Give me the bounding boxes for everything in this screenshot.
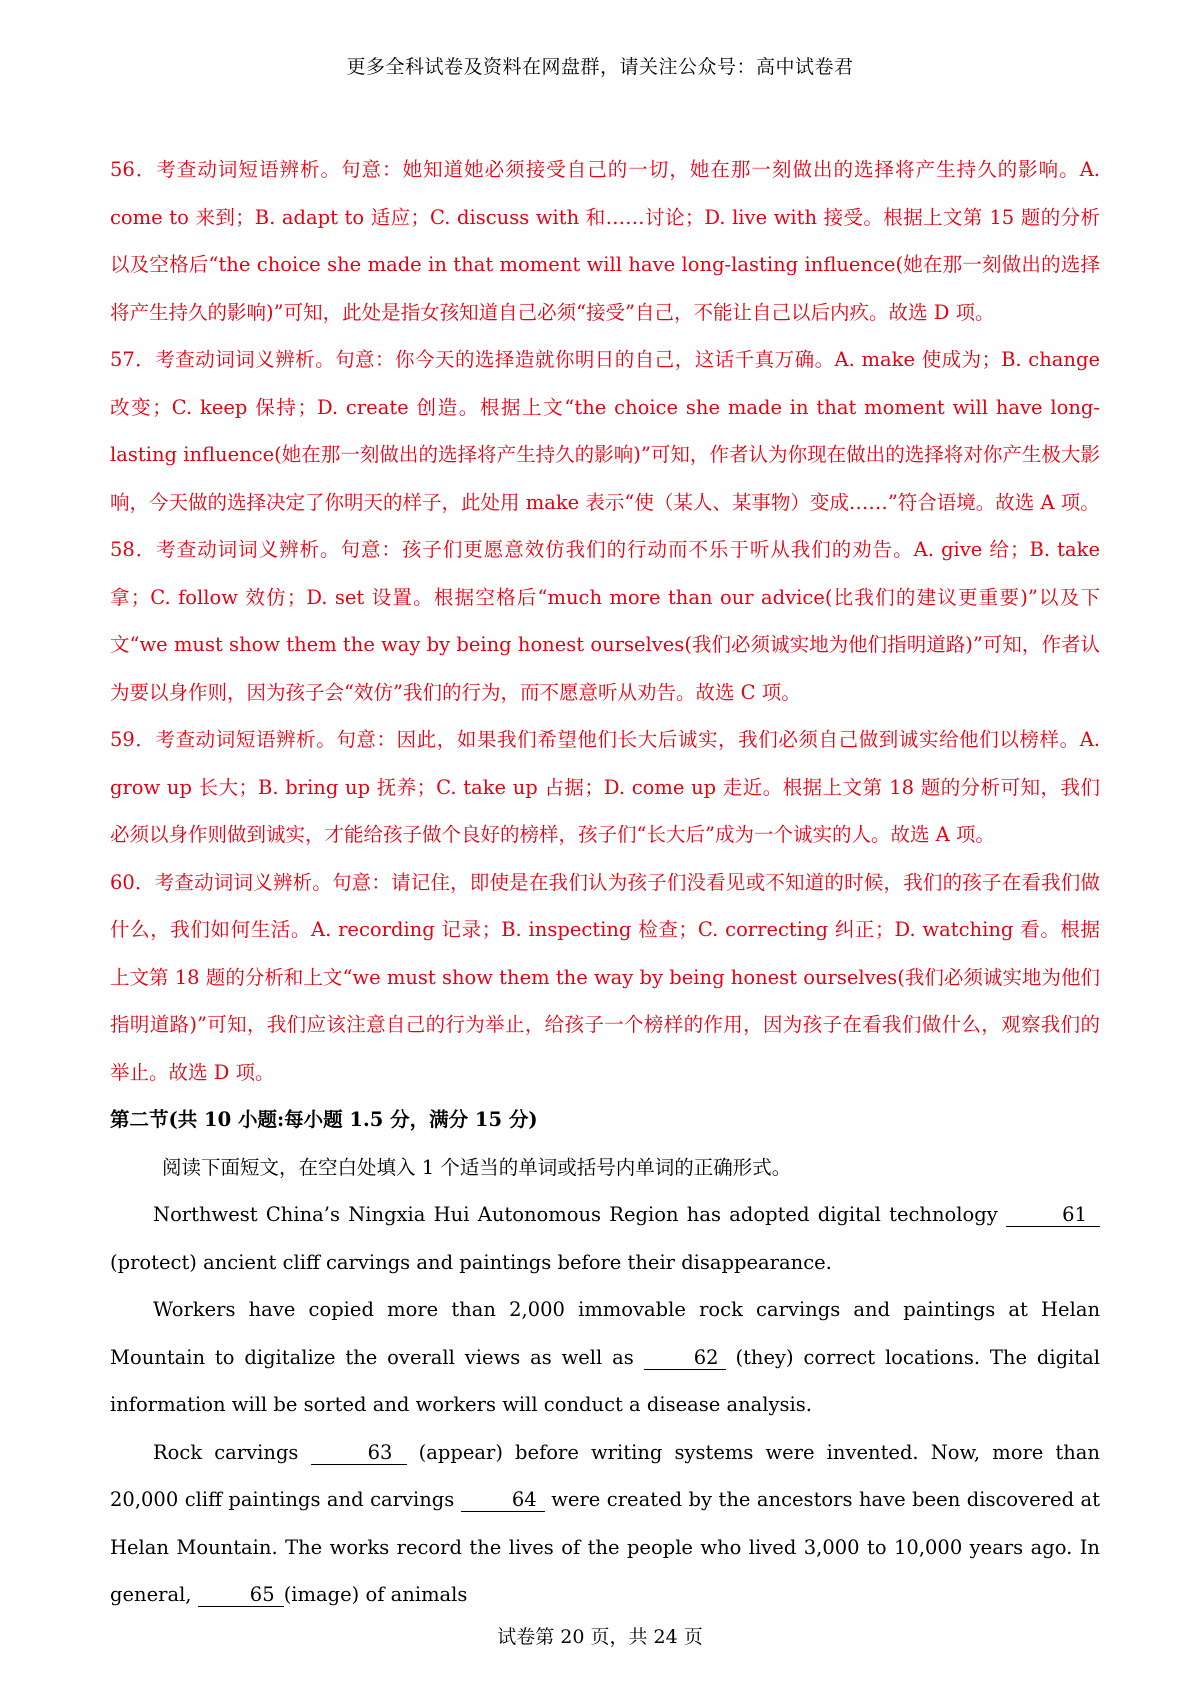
passage-text: (appear) before writing systems were invented. Now, more than 20,000 cliff paintings and carvings [110, 1440, 1100, 1511]
passage-text: (image) of animals [283, 1583, 468, 1606]
blank-64: 64 [461, 1489, 545, 1512]
section-instruction: 阅读下面短文，在空白处填入 1 个适当的单词或括号内单词的正确形式。 [162, 1155, 792, 1179]
passage-text: were created by the ancestors have been discovered at Helan Mountain. The works record the lives of the people who lived 3,000 to 10,000 years ago. In general, [110, 1488, 1100, 1606]
page-content [110, 146, 1100, 1619]
answer-60: 60．考查动词词义辨析。句意：请记住，即使是在我们认为孩子们没看见或不知道的时候，我们的孩子在看我们做什么，我们如何生活。A. recording 记录；B. inspecting 检查；C. correcting 纠正；D. watching 看。根据上文第 18 题的分析和上文“we must show them the way by being honest ourselves(我们必须诚实地为他们指明道路)”可知，我们应该注意自己的行为举止，给孩子一个榜样的作用，因为孩子在看我们做什么，观察我们的举止。故选 D 项。 [110, 870, 1100, 1084]
answer-57: 57．考查动词词义辨析。句意：你今天的选择造就你明日的自己，这话千真万确。A. make 使成为；B. change 改变；C. keep 保持；D. create 创造。根据上文“the choice she made in that moment will have long-lasting influence(她在那一刻做出的选择将产生持久的影响)”可知，作者认为你现在做出的选择将对你产生极大影响，今天做的选择决定了你明天的样子，此处用 make 表示“使（某人、某事物）变成……”符合语境。故选 A 项。 [110, 348, 1100, 514]
page-footer: 试卷第 20 页，共 24 页 [497, 1626, 703, 1648]
page-header: 更多全科试卷及资料在网盘群，请关注公众号：高中试卷君 [346, 56, 854, 78]
passage-text: Workers have copied more than 2,000 immovable rock carvings and paintings at Helan Mountain to digitalize the overall views as well as [110, 1298, 1100, 1369]
blank-61: 61 [1006, 1204, 1100, 1227]
answer-58: 58．考查动词词义辨析。句意：孩子们更愿意效仿我们的行动而不乐于听从我们的劝告。A. give 给；B. take 拿；C. follow 效仿；D. set 设置。根据空格后“much more than our advice(比我们的建议更重要)”以及下文“we must show them the way by being honest ourselves(我们必须诚实地为他们指明道路)”可知，作者认为要以身作则，因为孩子会“效仿”我们的行为，而不愿意听从劝告。故选 C 项。 [110, 538, 1100, 704]
passage-paragraph-1 [110, 1191, 1100, 1286]
passage-text: Rock carvings [153, 1440, 311, 1464]
passage-paragraph-3 [110, 1429, 1100, 1619]
answer-59: 59．考查动词短语辨析。句意：因此，如果我们希望他们长大后诚实，我们必须自己做到诚实给他们以榜样。A. grow up 长大；B. bring up 抚养；C. take up 占据；D. come up 走近。根据上文第 18 题的分析可知，我们必须以身作则做到诚实，才能给孩子做个良好的榜样，孩子们“长大后”成为一个诚实的人。故选 A 项。 [110, 728, 1100, 846]
blank-65: 65 [198, 1584, 284, 1607]
passage-text: (they) correct locations. The digital information will be sorted and workers will conduct a disease analysis. [110, 1345, 1100, 1416]
passage-text: (protect) ancient cliff carvings and paintings before their disappearance. [110, 1250, 832, 1274]
passage-paragraph-2 [110, 1286, 1100, 1429]
blank-63: 63 [311, 1442, 407, 1465]
answer-56: 56．考查动词短语辨析。句意：她知道她必须接受自己的一切，她在那一刻做出的选择将产生持久的影响。A. come to 来到；B. adapt to 适应；C. discuss with 和……讨论；D. live with 接受。根据上文第 15 题的分析以及空格后“the choice she made in that moment will have long-lasting influence(她在那一刻做出的选择将产生持久的影响)”可知，此处是指女孩知道自己必须“接受”自己，不能让自己以后内疚。故选 D 项。 [110, 158, 1100, 324]
passage-text: Northwest China’s Ningxia Hui Autonomous Region has adopted digital technology [153, 1203, 1006, 1226]
section-title: 第二节(共 10 小题:每小题 1.5 分，满分 15 分) [110, 1108, 538, 1131]
blank-62: 62 [644, 1347, 726, 1370]
